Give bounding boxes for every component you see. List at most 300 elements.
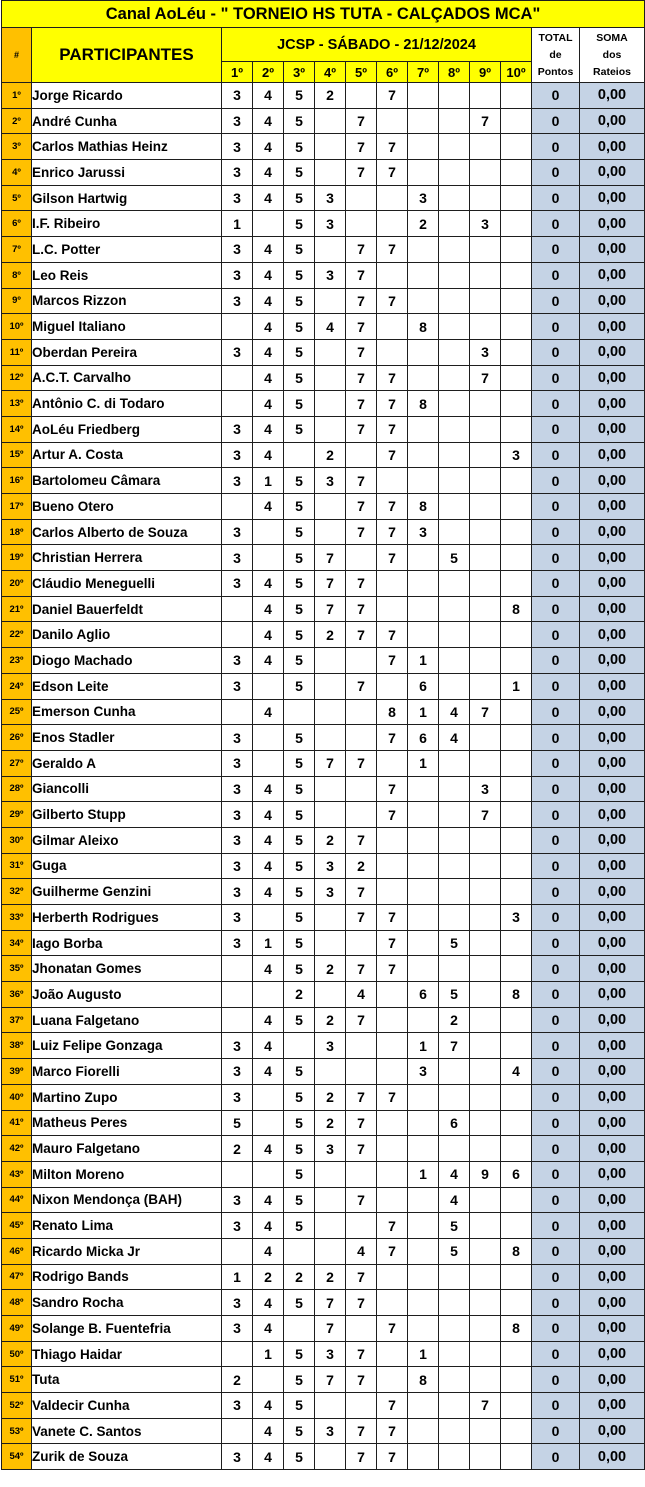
participant-name: Valdecir Cunha	[32, 1393, 222, 1419]
total-points-cell: 0	[532, 211, 580, 237]
score-cell: 7	[377, 776, 408, 802]
score-cell: 3	[222, 673, 253, 699]
score-cell: 7	[346, 494, 377, 520]
participant-name: Jhonatan Gomes	[32, 956, 222, 982]
score-cell	[253, 1110, 284, 1136]
score-cell: 7	[377, 930, 408, 956]
score-cell: 5	[284, 314, 315, 340]
score-cell	[501, 1110, 532, 1136]
score-cell	[501, 211, 532, 237]
total-points-cell: 0	[532, 750, 580, 776]
score-cell	[315, 1161, 346, 1187]
rank-cell: 24º	[2, 673, 32, 699]
event-header: JCSP - SÁBADO - 21/12/2024	[222, 28, 532, 62]
score-cell: 6	[408, 673, 439, 699]
total-points-cell: 0	[532, 237, 580, 263]
total-points-cell: 0	[532, 185, 580, 211]
score-cell	[501, 1007, 532, 1033]
score-cell	[346, 1161, 377, 1187]
total-points-cell: 0	[532, 853, 580, 879]
score-cell	[346, 83, 377, 109]
soma-rateios-cell: 0,00	[580, 930, 645, 956]
total-points-cell: 0	[532, 545, 580, 571]
score-cell	[439, 1264, 470, 1290]
participant-name: Diogo Machado	[32, 648, 222, 674]
rank-cell: 35º	[2, 956, 32, 982]
score-cell	[408, 776, 439, 802]
score-cell	[408, 1110, 439, 1136]
score-cell: 7	[346, 1444, 377, 1470]
score-cell	[470, 1341, 501, 1367]
table-row	[2, 571, 645, 597]
soma-header-line: dos	[602, 48, 622, 61]
rank-cell: 44º	[2, 1187, 32, 1213]
score-cell	[501, 853, 532, 879]
soma-rateios-cell: 0,00	[580, 776, 645, 802]
participant-name: Iago Borba	[32, 930, 222, 956]
score-cell: 5	[284, 879, 315, 905]
score-cell: 5	[284, 802, 315, 828]
score-cell: 7	[377, 956, 408, 982]
participant-name: Guga	[32, 853, 222, 879]
score-cell: 2	[222, 1136, 253, 1162]
table-row	[2, 827, 645, 853]
score-cell: 7	[377, 416, 408, 442]
total-points-cell: 0	[532, 134, 580, 160]
score-cell	[501, 468, 532, 494]
score-cell	[253, 905, 284, 931]
score-cell: 5	[284, 571, 315, 597]
participant-name: Luana Falgetano	[32, 1007, 222, 1033]
score-cell: 5	[284, 1393, 315, 1419]
score-cell: 5	[284, 1213, 315, 1239]
rank-cell: 25º	[2, 699, 32, 725]
score-cell: 2	[315, 622, 346, 648]
score-cell	[284, 1316, 315, 1342]
score-cell: 4	[253, 648, 284, 674]
score-cell	[408, 83, 439, 109]
score-cell: 7	[470, 365, 501, 391]
participant-name: I.F. Ribeiro	[32, 211, 222, 237]
score-cell	[315, 725, 346, 751]
score-cell: 4	[315, 314, 346, 340]
score-cell	[470, 1110, 501, 1136]
total-points-cell: 0	[532, 1264, 580, 1290]
rank-cell: 40º	[2, 1084, 32, 1110]
score-cell: 7	[377, 905, 408, 931]
score-cell: 5	[284, 725, 315, 751]
score-cell	[284, 1238, 315, 1264]
score-cell: 5	[284, 339, 315, 365]
score-cell	[439, 596, 470, 622]
score-cell	[284, 1033, 315, 1059]
score-cell: 3	[222, 1393, 253, 1419]
score-cell	[284, 442, 315, 468]
score-cell: 7	[377, 802, 408, 828]
score-cell: 5	[284, 83, 315, 109]
soma-rateios-cell: 0,00	[580, 1367, 645, 1393]
score-cell	[439, 1367, 470, 1393]
score-cell: 5	[439, 545, 470, 571]
participant-name: Emerson Cunha	[32, 699, 222, 725]
score-cell: 4	[253, 391, 284, 417]
score-cell: 2	[284, 1264, 315, 1290]
score-cell	[253, 982, 284, 1008]
score-cell: 5	[284, 853, 315, 879]
score-cell	[315, 648, 346, 674]
score-cell	[501, 314, 532, 340]
table-row	[2, 288, 645, 314]
soma-rateios-cell: 0,00	[580, 1110, 645, 1136]
score-cell: 3	[222, 1084, 253, 1110]
participant-name: Guilherme Genzini	[32, 879, 222, 905]
rank-cell: 29º	[2, 802, 32, 828]
score-cell	[501, 1033, 532, 1059]
participant-name: Rodrigo Bands	[32, 1264, 222, 1290]
score-cell	[408, 622, 439, 648]
score-cell	[377, 879, 408, 905]
score-cell: 7	[470, 1393, 501, 1419]
score-cell: 3	[408, 185, 439, 211]
total-points-cell: 0	[532, 108, 580, 134]
score-cell: 7	[346, 1418, 377, 1444]
score-cell: 4	[253, 699, 284, 725]
score-cell	[315, 930, 346, 956]
rank-cell: 14º	[2, 416, 32, 442]
score-cell	[439, 1444, 470, 1470]
score-cell	[253, 519, 284, 545]
score-cell	[470, 160, 501, 186]
soma-rateios-cell: 0,00	[580, 1238, 645, 1264]
score-cell: 3	[222, 905, 253, 931]
participant-name: Enrico Jarussi	[32, 160, 222, 186]
total-points-cell: 0	[532, 879, 580, 905]
total-points-cell: 0	[532, 1290, 580, 1316]
score-cell	[439, 339, 470, 365]
score-cell: 3	[222, 185, 253, 211]
score-cell	[377, 1007, 408, 1033]
total-points-cell: 0	[532, 494, 580, 520]
score-cell	[408, 930, 439, 956]
score-cell: 2	[315, 1007, 346, 1033]
score-cell	[470, 134, 501, 160]
score-cell: 3	[222, 442, 253, 468]
rank-cell: 48º	[2, 1290, 32, 1316]
rank-cell: 5º	[2, 185, 32, 211]
score-cell	[408, 468, 439, 494]
score-cell: 4	[253, 1136, 284, 1162]
score-cell: 4	[253, 160, 284, 186]
score-cell: 5	[284, 1367, 315, 1393]
score-cell: 7	[346, 956, 377, 982]
soma-rateios-cell: 0,00	[580, 905, 645, 931]
table-row	[2, 776, 645, 802]
score-cell: 1	[408, 750, 439, 776]
score-cell: 7	[377, 160, 408, 186]
total-points-cell: 0	[532, 1367, 580, 1393]
score-cell	[470, 1418, 501, 1444]
score-cell: 7	[346, 288, 377, 314]
score-cell	[222, 314, 253, 340]
soma-rateios-cell: 0,00	[580, 956, 645, 982]
participant-name: Antônio C. di Todaro	[32, 391, 222, 417]
score-cell	[222, 1007, 253, 1033]
soma-rateios-cell: 0,00	[580, 879, 645, 905]
participant-name: João Augusto	[32, 982, 222, 1008]
soma-rateios-cell: 0,00	[580, 1007, 645, 1033]
score-cell	[470, 494, 501, 520]
score-cell: 3	[315, 1418, 346, 1444]
table-row	[2, 365, 645, 391]
rank-cell: 46º	[2, 1238, 32, 1264]
total-header-line: TOTAL	[538, 31, 573, 44]
total-points-cell: 0	[532, 339, 580, 365]
participant-name: Tuta	[32, 1367, 222, 1393]
score-cell	[439, 288, 470, 314]
score-cell: 3	[408, 519, 439, 545]
tournament-table	[1, 0, 645, 1470]
participant-name: Carlos Mathias Heinz	[32, 134, 222, 160]
soma-rateios-cell: 0,00	[580, 262, 645, 288]
score-cell: 4	[253, 83, 284, 109]
score-cell: 5	[284, 1059, 315, 1085]
participant-name: Sandro Rocha	[32, 1290, 222, 1316]
score-cell: 7	[470, 699, 501, 725]
score-cell: 5	[284, 416, 315, 442]
table-row	[2, 1341, 645, 1367]
table-row	[2, 416, 645, 442]
participant-name: Edson Leite	[32, 673, 222, 699]
score-cell: 7	[315, 750, 346, 776]
score-cell	[439, 1393, 470, 1419]
rank-cell: 19º	[2, 545, 32, 571]
score-cell	[346, 1033, 377, 1059]
soma-rateios-cell: 0,00	[580, 1316, 645, 1342]
score-cell	[470, 622, 501, 648]
score-cell	[470, 1033, 501, 1059]
score-cell: 2	[315, 1264, 346, 1290]
score-cell	[315, 339, 346, 365]
soma-rateios-cell: 0,00	[580, 314, 645, 340]
score-cell: 7	[377, 288, 408, 314]
total-points-cell: 0	[532, 1213, 580, 1239]
score-cell	[408, 1213, 439, 1239]
score-cell: 7	[377, 134, 408, 160]
soma-rateios-cell: 0,00	[580, 1393, 645, 1419]
total-points-cell: 0	[532, 1033, 580, 1059]
score-cell: 7	[377, 1444, 408, 1470]
participant-name: Oberdan Pereira	[32, 339, 222, 365]
score-cell	[408, 1084, 439, 1110]
score-cell: 5	[284, 108, 315, 134]
score-cell: 7	[346, 365, 377, 391]
score-cell: 2	[408, 211, 439, 237]
score-cell: 4	[253, 1290, 284, 1316]
score-cell	[408, 827, 439, 853]
score-cell	[315, 391, 346, 417]
score-cell: 7	[346, 571, 377, 597]
rank-cell: 17º	[2, 494, 32, 520]
score-cell	[470, 1290, 501, 1316]
score-cell: 5	[284, 905, 315, 931]
score-cell: 7	[377, 1316, 408, 1342]
score-cell	[501, 339, 532, 365]
table-row	[2, 442, 645, 468]
score-cell: 6	[408, 982, 439, 1008]
score-cell	[501, 494, 532, 520]
score-cell	[222, 956, 253, 982]
score-cell	[408, 879, 439, 905]
score-cell	[408, 1264, 439, 1290]
score-cell: 4	[253, 1418, 284, 1444]
total-header-line: de	[549, 48, 562, 61]
score-cell	[470, 1264, 501, 1290]
score-cell	[439, 879, 470, 905]
table-row	[2, 622, 645, 648]
score-cell	[439, 262, 470, 288]
race-column-header: 7º	[408, 62, 439, 83]
table-row	[2, 725, 645, 751]
table-row	[2, 1418, 645, 1444]
score-cell: 8	[408, 314, 439, 340]
score-cell	[439, 1136, 470, 1162]
participant-name: Mauro Falgetano	[32, 1136, 222, 1162]
score-cell	[253, 1367, 284, 1393]
participant-name: Giancolli	[32, 776, 222, 802]
total-header-line: Pontos	[537, 65, 574, 78]
total-points-cell: 0	[532, 262, 580, 288]
score-cell: 3	[222, 725, 253, 751]
score-cell	[253, 545, 284, 571]
rank-cell: 42º	[2, 1136, 32, 1162]
score-cell	[346, 1059, 377, 1085]
score-cell	[315, 494, 346, 520]
soma-rateios-cell: 0,00	[580, 622, 645, 648]
score-cell	[439, 648, 470, 674]
score-cell: 3	[222, 648, 253, 674]
soma-rateios-cell: 0,00	[580, 442, 645, 468]
score-cell: 7	[377, 365, 408, 391]
participant-name: Ricardo Micka Jr	[32, 1238, 222, 1264]
participant-name: Christian Herrera	[32, 545, 222, 571]
rank-cell: 51º	[2, 1367, 32, 1393]
score-cell: 7	[346, 750, 377, 776]
score-cell	[470, 1238, 501, 1264]
score-cell: 4	[253, 1393, 284, 1419]
score-cell: 4	[253, 314, 284, 340]
table-row	[2, 699, 645, 725]
score-cell	[470, 237, 501, 263]
score-cell: 3	[222, 416, 253, 442]
soma-rateios-cell: 0,00	[580, 1213, 645, 1239]
score-cell: 3	[222, 83, 253, 109]
rank-cell: 33º	[2, 905, 32, 931]
score-cell	[346, 442, 377, 468]
score-cell: 7	[346, 339, 377, 365]
rank-cell: 6º	[2, 211, 32, 237]
rank-cell: 15º	[2, 442, 32, 468]
soma-rateios-cell: 0,00	[580, 1341, 645, 1367]
score-cell	[470, 596, 501, 622]
score-cell: 5	[284, 134, 315, 160]
rank-column-header: #	[2, 28, 32, 83]
score-cell	[439, 519, 470, 545]
table-row	[2, 314, 645, 340]
score-cell	[501, 1367, 532, 1393]
score-cell: 5	[284, 930, 315, 956]
total-points-cell: 0	[532, 468, 580, 494]
rank-cell: 38º	[2, 1033, 32, 1059]
score-cell	[408, 1418, 439, 1444]
rank-cell: 8º	[2, 262, 32, 288]
rank-cell: 47º	[2, 1264, 32, 1290]
score-cell	[439, 108, 470, 134]
score-cell: 2	[439, 1007, 470, 1033]
score-cell: 4	[253, 185, 284, 211]
score-cell: 4	[253, 108, 284, 134]
score-cell: 4	[253, 1316, 284, 1342]
score-cell	[501, 699, 532, 725]
rank-cell: 50º	[2, 1341, 32, 1367]
score-cell: 3	[222, 1187, 253, 1213]
participant-name: Marcos Rizzon	[32, 288, 222, 314]
score-cell: 3	[222, 545, 253, 571]
score-cell: 3	[222, 853, 253, 879]
table-row	[2, 1033, 645, 1059]
score-cell	[470, 545, 501, 571]
score-cell	[501, 930, 532, 956]
score-cell: 5	[222, 1110, 253, 1136]
soma-rateios-cell: 0,00	[580, 211, 645, 237]
participant-name: Luiz Felipe Gonzaga	[32, 1033, 222, 1059]
score-cell: 3	[222, 237, 253, 263]
score-cell: 3	[315, 879, 346, 905]
score-cell: 3	[222, 1033, 253, 1059]
score-cell	[439, 1059, 470, 1085]
total-points-cell: 0	[532, 1393, 580, 1419]
score-cell	[439, 1316, 470, 1342]
total-points-cell: 0	[532, 648, 580, 674]
score-cell: 3	[222, 879, 253, 905]
total-points-cell: 0	[532, 905, 580, 931]
score-cell	[501, 1213, 532, 1239]
rank-cell: 30º	[2, 827, 32, 853]
total-points-cell: 0	[532, 1187, 580, 1213]
race-column-header: 9º	[470, 62, 501, 83]
score-cell: 7	[315, 1290, 346, 1316]
score-cell	[346, 545, 377, 571]
score-cell	[315, 160, 346, 186]
table-row	[2, 905, 645, 931]
score-cell: 5	[284, 776, 315, 802]
score-cell	[346, 725, 377, 751]
score-cell	[408, 905, 439, 931]
score-cell: 4	[253, 776, 284, 802]
score-cell	[501, 956, 532, 982]
score-cell	[408, 1290, 439, 1316]
participant-name: Marco Fiorelli	[32, 1059, 222, 1085]
score-cell	[501, 725, 532, 751]
score-cell: 7	[346, 160, 377, 186]
score-cell: 7	[377, 1238, 408, 1264]
rank-cell: 32º	[2, 879, 32, 905]
score-cell	[501, 83, 532, 109]
soma-rateios-cell: 0,00	[580, 648, 645, 674]
score-cell: 3	[222, 827, 253, 853]
score-cell	[315, 237, 346, 263]
score-cell: 7	[377, 545, 408, 571]
score-cell	[315, 673, 346, 699]
